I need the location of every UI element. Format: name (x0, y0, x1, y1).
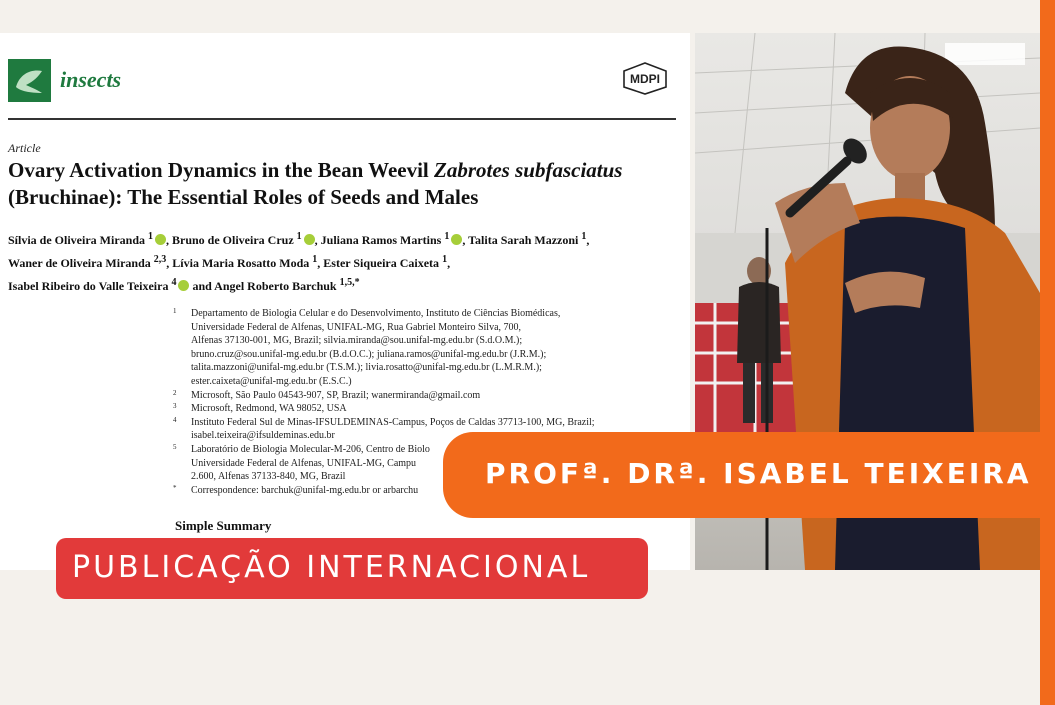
affiliation-line: Departamento de Biologia Celular e do Desenvolvimento, Instituto de Ciências Biomédicas, (191, 308, 561, 319)
author-name: Juliana Ramos Martins (320, 233, 442, 247)
title-species: Zabrotes subfasciatus (434, 158, 623, 182)
author-affiliation-mark: 1 (148, 231, 153, 242)
affiliation-number: 2 (173, 388, 177, 397)
author-separator: , (166, 256, 173, 270)
affiliation-line: isabel.teixeira@ifsuldeminas.edu.br (191, 430, 335, 442)
author (8, 233, 172, 247)
affiliation (173, 389, 673, 403)
author (8, 256, 172, 270)
publisher-name: MDPI (630, 72, 660, 86)
journal-header (8, 59, 678, 104)
author-name: Ester Siqueira Caixeta (323, 256, 440, 270)
right-accent-bar (1040, 0, 1055, 705)
author-separator: , (447, 256, 451, 270)
author-affiliation-mark: 1 (444, 231, 450, 242)
affiliation-number: 4 (173, 415, 177, 424)
author-affiliation-mark: 1,5,* (339, 277, 360, 288)
author-separator: and (189, 279, 215, 293)
affiliation-line: 2.600, Alfenas 37133-840, MG, Brazil (191, 471, 346, 483)
author-name: Isabel Ribeiro do Valle Teixeira (8, 279, 169, 293)
author-name: Sílvia de Oliveira Miranda (8, 233, 145, 247)
author-affiliation-mark: 1 (581, 231, 587, 242)
affiliation-line: Universidade Federal de Alfenas, UNIFAL-MG, Campu (191, 457, 417, 469)
affiliation-line: Alfenas 37130-001, MG, Brazil; silvia.miranda@sou.unifal-mg.edu.br (S.d.O.M.); (191, 335, 523, 347)
affiliation-number: 1 (173, 307, 177, 315)
title-part: Ovary Activation Dynamics in the Bean Weevil (8, 158, 435, 182)
article-title (8, 157, 684, 211)
author (321, 233, 468, 247)
orcid-icon[interactable] (304, 234, 315, 245)
affiliation-line: bruno.cruz@sou.unifal-mg.edu.br (B.d.O.C.); juliana.ramos@unifal-mg.edu.br (J.R.M.); (191, 348, 547, 360)
journal-name: insects (60, 67, 122, 92)
author-name: Bruno de Oliveira Cruz (172, 233, 294, 247)
author-list (8, 227, 678, 296)
affiliation-line: ester.caixeta@unifal-mg.edu.br (E.S.C.) (191, 375, 352, 387)
affiliation-number: * (173, 483, 177, 492)
author (172, 256, 323, 270)
author (8, 279, 214, 293)
affiliation-line: Laboratório de Biologia Molecular-M-206, Centro de Biolo (191, 443, 430, 455)
affiliation-line: Universidade Federal de Alfenas, UNIFAL-MG, Rua Gabriel Monteiro Silva, 700, (191, 321, 522, 333)
author-affiliation-mark: 1 (442, 254, 448, 265)
author-affiliation-mark: 1 (312, 254, 318, 265)
author (172, 233, 321, 247)
author-name: Lívia Maria Rosatto Moda (172, 256, 310, 270)
affiliation-line: Instituto Federal Sul de Minas-IFSULDEMINAS-Campus, Poços de Caldas 37713-100, MG, Brazil; (191, 416, 595, 428)
author-affiliation-mark: 4 (171, 277, 177, 288)
author-separator: , (317, 256, 324, 270)
orcid-icon[interactable] (155, 234, 166, 245)
author-separator: , (462, 233, 469, 247)
mdpi-logo-icon (620, 61, 670, 95)
author-name: Talita Sarah Mazzoni (468, 233, 579, 247)
affiliation-line: talita.mazzoni@unifal-mg.edu.br (T.S.M.); livia.rosatto@unifal-mg.edu.br (L.M.R.M.); (191, 362, 542, 374)
affiliation-number: 3 (173, 402, 177, 411)
author-affiliation-mark: 2,3 (153, 254, 167, 265)
affiliation-line: Microsoft, São Paulo 04543-907, SP, Brazil; wanermiranda@gmail.com (191, 389, 481, 401)
author-name: Waner de Oliveira Miranda (8, 256, 151, 270)
header-rule (8, 118, 676, 120)
publication-label: PUBLICAÇÃO INTERNACIONAL (72, 550, 591, 585)
affiliation (173, 307, 673, 389)
affiliation-number: 5 (173, 442, 177, 451)
author-separator: , (314, 233, 321, 247)
orcid-icon[interactable] (451, 234, 462, 245)
author-name: Angel Roberto Barchuk (214, 279, 337, 293)
author-affiliation-mark: 1 (296, 231, 302, 242)
author (323, 256, 450, 270)
affiliation-line: Correspondence: barchuk@unifal-mg.edu.br or arbarchu (191, 484, 419, 496)
author (468, 233, 589, 247)
author-separator: , (166, 233, 172, 247)
title-part: (Bruchinae): The Essential Roles of Seeds and Males (8, 185, 479, 209)
author-separator: , (586, 233, 590, 247)
author (214, 279, 359, 293)
speaker-name-label: PROFª. DRª. ISABEL TEIXEIRA (485, 457, 1032, 490)
affiliation (173, 402, 673, 416)
article-type: Article (8, 141, 41, 155)
simple-summary-heading: Simple Summary (175, 518, 272, 533)
affiliation-line: Microsoft, Redmond, WA 98052, USA (191, 403, 347, 415)
orcid-icon[interactable] (178, 280, 189, 291)
insects-logo-icon (8, 59, 51, 102)
